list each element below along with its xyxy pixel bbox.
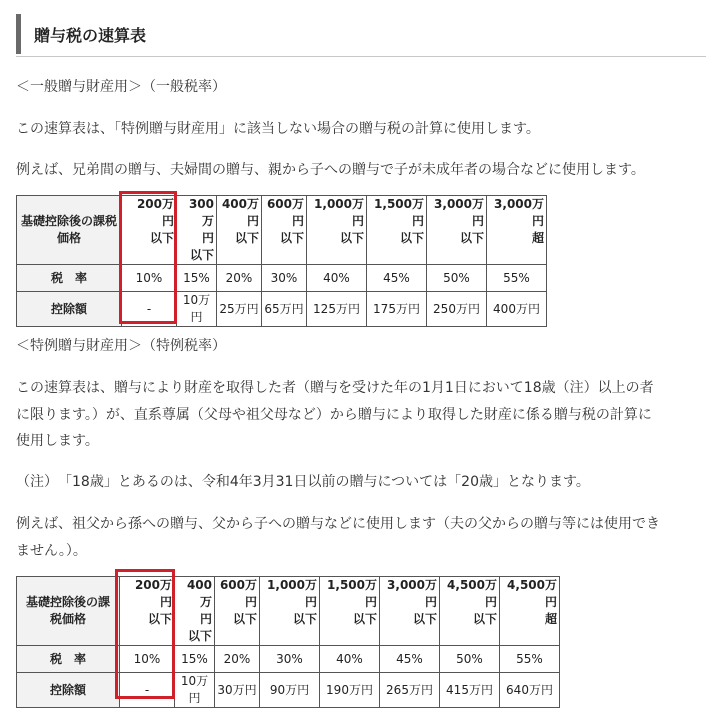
general-deduction-cell: 10万円 xyxy=(177,292,217,327)
special-deduction-row xyxy=(17,673,560,708)
special-example-line: 例えば、祖父から孫への贈与、父から子への贈与などに使用します（夫の父からの贈与等には使用でき xyxy=(16,516,660,532)
special-deduction-label: 控除額 xyxy=(17,673,120,708)
general-deduction-cell: - xyxy=(122,292,177,327)
special-bracket-cell: 600万 円 以下 xyxy=(215,577,260,646)
general-deduction-cell: 25万円 xyxy=(217,292,262,327)
general-rate-label: 税 率 xyxy=(17,265,122,292)
heading-accent-bar xyxy=(16,14,21,54)
special-rate-cell: 20% xyxy=(215,646,260,673)
special-bracket-cell: 1,000万 円 以下 xyxy=(260,577,320,646)
special-rate-label: 税 率 xyxy=(17,646,120,673)
special-bracket-cell: 3,000万 円 以下 xyxy=(380,577,440,646)
general-deduction-row xyxy=(17,292,547,327)
general-bracket-cell: 1,000万 円 以下 xyxy=(307,196,367,265)
general-bracket-cell: 400万 円 以下 xyxy=(217,196,262,265)
special-rate-table xyxy=(16,576,560,708)
special-rate-table-wrap xyxy=(16,576,560,708)
special-intro-line: に限ります。）が、直系尊属（父母や祖父母など）から贈与により取得した財産に係る贈与税の計算に xyxy=(16,407,652,423)
general-rate-row xyxy=(17,265,547,292)
general-deduction-cell: 175万円 xyxy=(367,292,427,327)
general-deduction-cell: 250万円 xyxy=(427,292,487,327)
general-bracket-cell: 200万 円 以下 xyxy=(122,196,177,265)
special-rate-cell: 30% xyxy=(260,646,320,673)
general-rate-cell: 55% xyxy=(487,265,547,292)
special-intro-line: この速算表は、贈与により財産を取得した者（贈与を受けた年の1月1日において18歳（注）以上の者 xyxy=(16,380,654,396)
special-deduction-cell: 640万円 xyxy=(500,673,560,708)
page-title: 贈与税の速算表 xyxy=(34,26,147,45)
special-deduction-cell: 415万円 xyxy=(440,673,500,708)
special-note: （注） 「18歳」とあるのは、令和4年3月31日以前の贈与については「20歳」となります。 xyxy=(16,474,590,490)
special-deduction-cell: 190万円 xyxy=(320,673,380,708)
special-rate-cell: 50% xyxy=(440,646,500,673)
special-rate-cell: 40% xyxy=(320,646,380,673)
general-intro: この速算表は、「特例贈与財産用」に該当しない場合の贈与税の計算に使用します。 xyxy=(16,121,540,137)
special-first-bracket-highlight xyxy=(115,569,175,699)
general-bracket-cell: 3,000万 円 以下 xyxy=(427,196,487,265)
special-bracket-cell: 4,500万 円 以下 xyxy=(440,577,500,646)
general-rate-cell: 15% xyxy=(177,265,217,292)
special-rate-cell: 55% xyxy=(500,646,560,673)
general-deduction-cell: 65万円 xyxy=(262,292,307,327)
special-header-label: 基礎控除後の課 税価格 xyxy=(17,577,120,646)
general-rate-cell: 50% xyxy=(427,265,487,292)
general-header-row xyxy=(17,196,547,265)
special-intro-line: 使用します。 xyxy=(16,433,99,449)
special-deduction-cell: 10万円 xyxy=(175,673,215,708)
general-rate-cell: 20% xyxy=(217,265,262,292)
general-first-bracket-highlight xyxy=(119,191,177,324)
general-header-label: 基礎控除後の課税 価格 xyxy=(17,196,122,265)
special-example-line: ません。）。 xyxy=(16,543,87,559)
special-rate-cell: 45% xyxy=(380,646,440,673)
special-deduction-cell: - xyxy=(120,673,175,708)
heading-divider xyxy=(16,56,706,57)
general-subtitle: ＜一般贈与財産用＞（一般税率） xyxy=(16,79,226,95)
general-rate-table-wrap xyxy=(16,195,547,327)
general-rate-table xyxy=(16,195,547,327)
general-bracket-cell: 1,500万 円 以下 xyxy=(367,196,427,265)
special-bracket-cell: 200万 円 以下 xyxy=(120,577,175,646)
special-bracket-cell: 1,500万 円 以下 xyxy=(320,577,380,646)
special-header-row xyxy=(17,577,560,646)
general-deduction-cell: 125万円 xyxy=(307,292,367,327)
special-deduction-cell: 30万円 xyxy=(215,673,260,708)
general-rate-cell: 45% xyxy=(367,265,427,292)
general-rate-cell: 10% xyxy=(122,265,177,292)
special-bracket-cell: 400万 円 以下 xyxy=(175,577,215,646)
special-subtitle: ＜特例贈与財産用＞（特例税率） xyxy=(16,338,226,354)
general-bracket-cell: 3,000万 円 超 xyxy=(487,196,547,265)
special-rate-row xyxy=(17,646,560,673)
general-rate-cell: 40% xyxy=(307,265,367,292)
special-rate-cell: 15% xyxy=(175,646,215,673)
special-bracket-cell: 4,500万 円 超 xyxy=(500,577,560,646)
general-rate-cell: 30% xyxy=(262,265,307,292)
special-deduction-cell: 265万円 xyxy=(380,673,440,708)
special-deduction-cell: 90万円 xyxy=(260,673,320,708)
special-rate-cell: 10% xyxy=(120,646,175,673)
general-bracket-cell: 300万 円 以下 xyxy=(177,196,217,265)
general-bracket-cell: 600万 円 以下 xyxy=(262,196,307,265)
general-example: 例えば、兄弟間の贈与、夫婦間の贈与、親から子への贈与で子が未成年者の場合などに使用します。 xyxy=(16,162,645,178)
general-deduction-cell: 400万円 xyxy=(487,292,547,327)
page-heading xyxy=(16,14,706,54)
general-deduction-label: 控除額 xyxy=(17,292,122,327)
